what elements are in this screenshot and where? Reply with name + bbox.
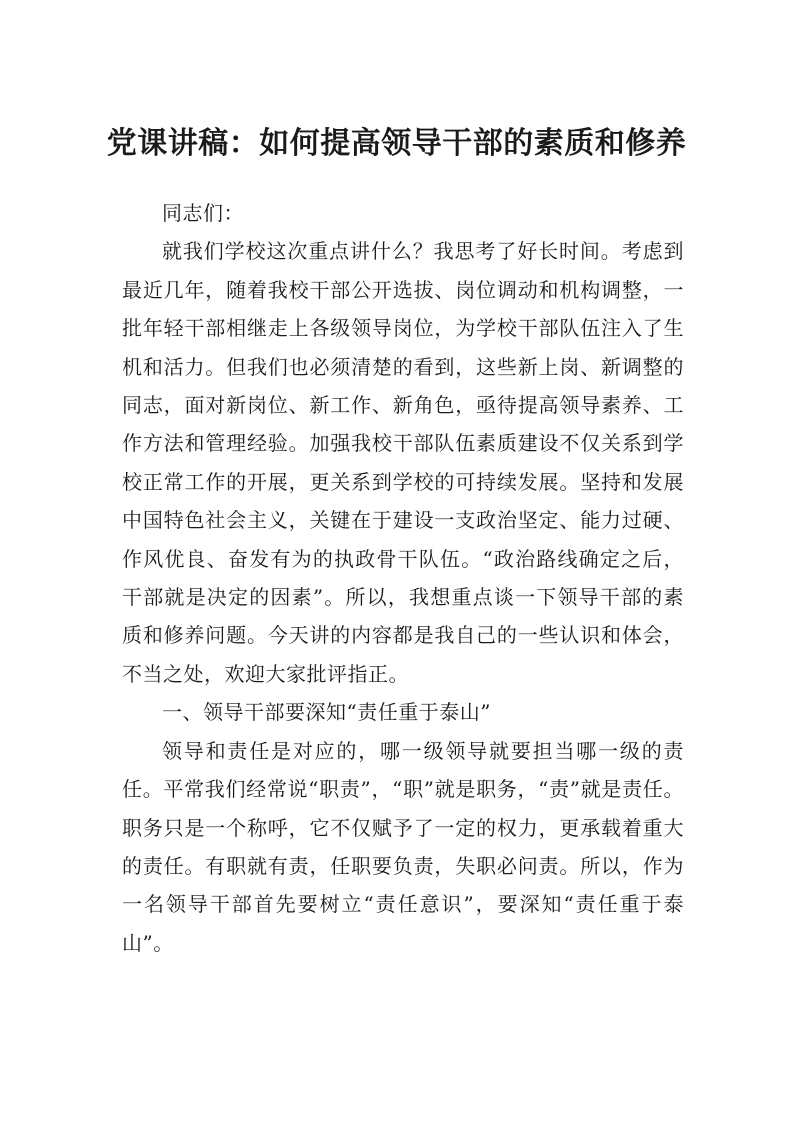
document-title: 党课讲稿：如何提高领导干部的素质和修养	[106, 126, 687, 161]
intro-paragraph: 就我们学校这次重点讲什么？我思考了好长时间。考虑到最近几年，随着我校干部公开选拔、岗位调动和机构调整，一批年轻干部相继走上各级领导岗位，为学校干部队伍注入了生机和活力。但我们也必须清楚的看到，这些新上岗、新调整的同志，面对新岗位、新工作、新角色，亟待提高领导素养、工作方法和管理经验。加强我校干部队伍素质建设不仅关系到学校正常工作的开展，更关系到学校的可持续发展。坚持和发展中国特色社会主义，关键在于建设一支政治坚定、能力过硬、作风优良、奋发有为的执政骨干队伍。“政治路线确定之后，干部就是决定的因素”。所以，我想重点谈一下领导干部的素质和修养问题。今天讲的内容都是我自己的一些认识和体会，不当之处，欢迎大家批评指正。	[122, 239, 684, 686]
section-heading-1: 一、领导干部要深知“责任重于泰山”	[162, 700, 491, 725]
salutation: 同志们：	[162, 201, 244, 225]
section-1-paragraph: 领导和责任是对应的，哪一级领导就要担当哪一级的责任。平常我们经常说“职责”，“职”就是职务，“责”就是责任。职务只是一个称呼，它不仅赋予了一定的权力，更承载着重大的责任。有职就有责，任职要负责，失职必问责。所以，作为一名领导干部首先要树立“责任意识”，要深知“责任重于泰山”。	[122, 738, 684, 955]
document-body	[122, 194, 684, 962]
